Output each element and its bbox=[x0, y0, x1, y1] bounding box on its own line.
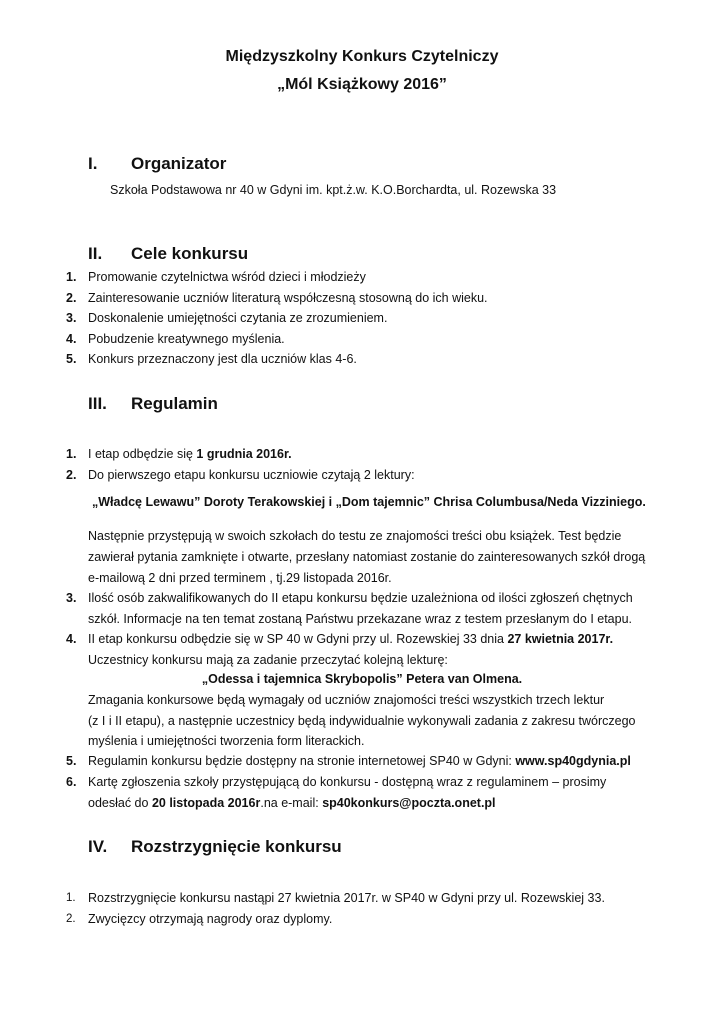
list-text: Doskonalenie umiejętności czytania ze zrozumieniem. bbox=[88, 311, 388, 325]
list-text: Ilość osób zakwalifikowanych do II etapu konkursu będzie uzależniona od ilości zgłoszeń chętnych bbox=[88, 591, 633, 605]
paragraph-line: odesłać do 20 listopada 2016r.na e-mail: sp40konkurs@poczta.onet.pl bbox=[88, 796, 496, 810]
document-subtitle: „Mól Książkowy 2016” bbox=[277, 76, 447, 93]
list-number: 3. bbox=[66, 591, 77, 605]
book-titles: „Władcę Lewawu” Doroty Terakowskiej i „Dom tajemnic” Chrisa Columbusa/Neda Vizziniego. bbox=[92, 495, 646, 509]
list-number: 1. bbox=[66, 270, 77, 284]
list-text: Regulamin konkursu będzie dostępny na stronie internetowej SP40 w Gdyni: www.sp40gdynia.pl bbox=[88, 754, 631, 768]
list-number: 5. bbox=[66, 754, 77, 768]
paragraph-line: e-mailową 2 dni przed terminem , tj.29 listopada 2016r. bbox=[88, 571, 392, 585]
list-number: 6. bbox=[66, 775, 77, 789]
section-number: II. bbox=[88, 244, 103, 263]
document-title: Międzyszkolny Konkurs Czytelniczy bbox=[225, 48, 499, 65]
list-text: Zainteresowanie uczniów literaturą współczesną stosowną do ich wieku. bbox=[88, 291, 488, 305]
list-number: 2. bbox=[66, 291, 77, 305]
list-number: 4. bbox=[66, 332, 77, 346]
section-heading-cele bbox=[88, 244, 248, 264]
list-text: Promowanie czytelnictwa wśród dzieci i młodzieży bbox=[88, 270, 366, 284]
paragraph-line: Zmagania konkursowe będą wymagały od uczniów znajomości treści wszystkich trzech lektur bbox=[88, 693, 605, 707]
section-number: I. bbox=[88, 154, 98, 173]
paragraph-line: szkół. Informacje na ten temat zostaną Państwu przekazane wraz z testem przesłanym do I etapu. bbox=[88, 612, 633, 626]
list-number: 2. bbox=[66, 913, 76, 925]
list-text: Rozstrzygnięcie konkursu nastąpi 27 kwietnia 2017r. w SP40 w Gdyni przy ul. Rozewskiej 33. bbox=[88, 891, 605, 905]
list-number: 2. bbox=[66, 468, 77, 482]
section-title: Organizator bbox=[131, 154, 227, 173]
list-number: 3. bbox=[66, 311, 77, 325]
email-link[interactable]: sp40konkurs@poczta.onet.pl bbox=[322, 796, 496, 810]
list-text: II etap konkursu odbędzie się w SP 40 w Gdyni przy ul. Rozewskiej 33 dnia 27 kwietnia 2017r. bbox=[88, 632, 614, 646]
list-text: I etap odbędzie się 1 grudnia 2016r. bbox=[88, 447, 292, 461]
section-title: Regulamin bbox=[131, 394, 218, 413]
organizer-text: Szkoła Podstawowa nr 40 w Gdyni im. kpt.ż.w. K.O.Borchardta, ul. Rozewska 33 bbox=[110, 183, 557, 197]
website-link[interactable]: www.sp40gdynia.pl bbox=[515, 754, 631, 768]
section-title: Rozstrzygnięcie konkursu bbox=[131, 837, 342, 856]
paragraph-line: zawierał pytania zamknięte i otwarte, przesłany natomiast zostanie do zainteresowanych szkół drogą bbox=[88, 550, 646, 564]
section-heading-rozstrzygniecie bbox=[88, 837, 342, 857]
list-number: 1. bbox=[66, 892, 76, 904]
list-text: Zwycięzcy otrzymają nagrody oraz dyplomy. bbox=[88, 912, 333, 926]
section-number: IV. bbox=[88, 837, 108, 856]
paragraph-line: Uczestnicy konkursu mają za zadanie przeczytać kolejną lekturę: bbox=[88, 653, 448, 667]
book-title: „Odessa i tajemnica Skrybopolis” Petera van Olmena. bbox=[201, 672, 523, 686]
section-heading-regulamin bbox=[88, 394, 218, 414]
section-heading-organizator bbox=[88, 154, 226, 174]
section-title: Cele konkursu bbox=[131, 244, 249, 263]
paragraph-line: (z I i II etapu), a następnie uczestnicy będą indywidualnie wykonywali zadania z zakresu twórczego bbox=[88, 714, 636, 728]
list-number: 4. bbox=[66, 632, 77, 646]
list-text: Kartę zgłoszenia szkoły przystępującą do konkursu - dostępną wraz z regulaminem – prosimy bbox=[88, 775, 607, 789]
paragraph-line: Następnie przystępują w swoich szkołach do testu ze znajomości treści obu książek. Test będzie bbox=[88, 529, 622, 543]
list-number: 5. bbox=[66, 352, 77, 366]
list-text: Konkurs przeznaczony jest dla uczniów klas 4-6. bbox=[88, 352, 357, 366]
list-text: Pobudzenie kreatywnego myślenia. bbox=[88, 332, 285, 346]
paragraph-line: myślenia i umiejętności tworzenia form literackich. bbox=[88, 734, 365, 748]
section-number: III. bbox=[88, 394, 107, 413]
list-text: Do pierwszego etapu konkursu uczniowie czytają 2 lektury: bbox=[88, 468, 415, 482]
list-number: 1. bbox=[66, 447, 77, 461]
